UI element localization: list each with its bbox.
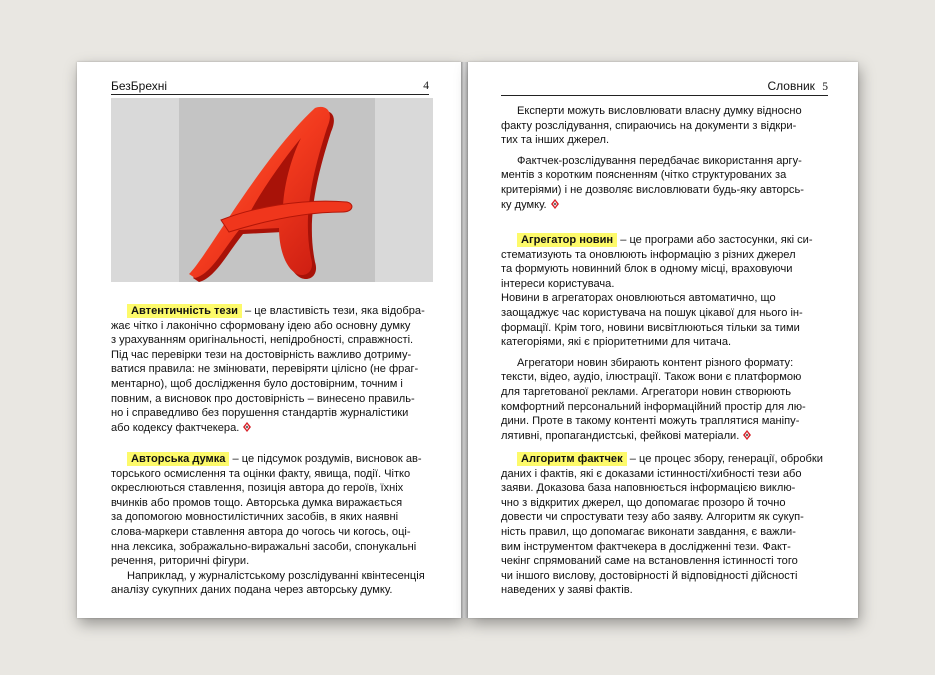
- text-line: Під час перевірки тези на достовірність важливо дотриму-: [111, 348, 412, 361]
- term-highlight: Алгоритм фактчек: [517, 452, 627, 466]
- text-line: комфортний персональний інформаційний простір для лю-: [501, 400, 806, 413]
- text-line: слова-маркери ставлення автора до чогось чи когось, оці-: [111, 525, 411, 538]
- text-line: інтереси користувача.: [501, 277, 615, 290]
- left-header-title: БезБрехні: [111, 79, 168, 93]
- diamond-end-icon: [551, 199, 559, 209]
- left-page-header: [111, 79, 429, 95]
- text-line: стематизують та оновлюють інформацію з різних джерел: [501, 248, 796, 261]
- left-page-number: 4: [423, 80, 429, 92]
- text-line: ментів з коротким поясненням (чітко структурованих за: [501, 169, 787, 182]
- text-line: факту розслідування, спираючись на документи з відкри-: [501, 119, 797, 132]
- text-line: або кодексу фактчекера.: [111, 421, 240, 434]
- text-line: чно з відкритих джерел, що допомагає прозоро й точно: [501, 496, 786, 509]
- text-line: та формують новинний блок в одному місці, враховуючи: [501, 263, 793, 276]
- text-line: вим інструментом фактчекера в дослідженні тези. Факт-: [501, 540, 791, 553]
- entry-authenticity: [111, 304, 431, 435]
- text-line: з урахуванням оригінальності, непідробності, справжності.: [111, 334, 414, 347]
- text-line: для таргетованої реклами. Агрегатори новин створюють: [501, 385, 792, 398]
- text-line: категоріями, які є пріоритетними для читача.: [501, 336, 732, 349]
- term-highlight: Агрегатор новин: [517, 233, 617, 247]
- text-line: Експерти можуть висловлювати власну думку відносно: [517, 105, 802, 117]
- diamond-end-icon: [243, 422, 251, 432]
- text-line: – це процес збору, генерації, обробки: [626, 453, 823, 465]
- text-line: – це програми або застосунки, які си-: [617, 234, 813, 246]
- text-line: дини. Проте в такому контенті можуть траплятися маніпу-: [501, 415, 800, 428]
- diamond-end-icon: [743, 430, 751, 440]
- text-line: критеріями) і не дозволяє висловлювати будь-яку авторсь-: [501, 183, 804, 196]
- text-line: аналізу сукупних даних подана через авторську думку.: [111, 584, 393, 597]
- term-highlight: Авторська думка: [127, 452, 229, 466]
- text-line: заяви. Доказова база наповнюється інформацією виклю-: [501, 482, 796, 495]
- text-line: тексти, відео, аудіо, ілюстрації. Також вони є платформою: [501, 371, 802, 384]
- text-line: нна лексика, зображально-виражальні засоби, спонукальні: [111, 540, 417, 553]
- text-line: – це властивість тези, яка відобра-: [241, 305, 425, 317]
- right-header-title: Словник: [767, 79, 815, 93]
- text-line: формації. Крім того, новини висвітлюються тільки за тими: [501, 321, 800, 334]
- text-line: довести чи спростувати тезу або заяву. Алгоритм як сукуп-: [501, 511, 804, 524]
- right-page-header: [501, 79, 828, 96]
- letter-a-image: [111, 98, 433, 282]
- text-line: – це підсумок роздумів, висновок ав-: [229, 453, 422, 465]
- text-line: ність правил, що допомагає виконати завдання, є важли-: [501, 525, 796, 538]
- text-line: ментарно), щоб дослідження було достовірним, точним і: [111, 377, 403, 390]
- text-line: чекінг спрямований саме на встановлення істинності того: [501, 555, 798, 568]
- entry-news-aggregator: [501, 233, 831, 443]
- text-line: Агрегатори новин збирають контент різного формату:: [517, 356, 794, 369]
- text-line: Наприклад, у журналістському розслідуванні квінтесенція: [127, 569, 425, 582]
- text-line: Фактчек-розслідування передбачає використання аргу-: [517, 154, 802, 167]
- entry-paragraph: [111, 452, 431, 467]
- text-line: вчинків або промов тощо. Авторська думка виражається: [111, 496, 403, 509]
- text-line: повним, а висновок про достовірність – винесено правиль-: [111, 392, 415, 405]
- text-line: тих та інших джерел.: [501, 134, 610, 147]
- text-line: но і справедливо без порушення стандартів журналістики: [111, 407, 409, 420]
- continued-paragraphs: [501, 104, 831, 212]
- text-line: торського осмислення та оцінки факту, явища, події. Чітко: [111, 467, 411, 480]
- entry-factcheck-algorithm: [501, 452, 831, 598]
- text-line: Новини в агрегаторах оновлюються автоматично, що: [501, 292, 776, 305]
- text-line: чи іншого вислову, достовірності й відповідності дійсності: [501, 569, 798, 582]
- entry-paragraph: [501, 452, 831, 467]
- text-line: даних і фактів, які є доказами істинності/хибності тези або: [501, 467, 802, 480]
- right-page-number: 5: [822, 81, 828, 93]
- text-line: лятивні, пропагандистські, фейкові матеріали.: [501, 429, 740, 442]
- text-line: речення, риторичні фігури.: [111, 555, 250, 568]
- text-line: окреслюються ставлення, позиція автора до героїв, їхніх: [111, 482, 404, 495]
- right-page: [468, 62, 858, 618]
- text-line: наведених у заяві фактів.: [501, 584, 633, 597]
- book-gutter: [461, 62, 468, 618]
- text-line: ватися правила: не змінювати, перевіряти цілісно (не фраг-: [111, 363, 419, 376]
- text-line: заощаджує час користувача на пошук цікавої для нього ін-: [501, 306, 803, 319]
- entry-paragraph: [111, 304, 431, 319]
- entry-paragraph: [501, 233, 831, 248]
- text-line: жає чітко і лаконічно сформовану ідею або основну думку: [111, 319, 411, 332]
- text-line: за допомогою мовностилістичних засобів, в яких наявні: [111, 511, 399, 524]
- hero-illustration: [111, 98, 433, 282]
- entry-authors-opinion: [111, 452, 431, 598]
- term-highlight: Автентичність тези: [127, 304, 242, 318]
- left-page: [77, 62, 461, 618]
- text-line: ку думку.: [501, 198, 547, 211]
